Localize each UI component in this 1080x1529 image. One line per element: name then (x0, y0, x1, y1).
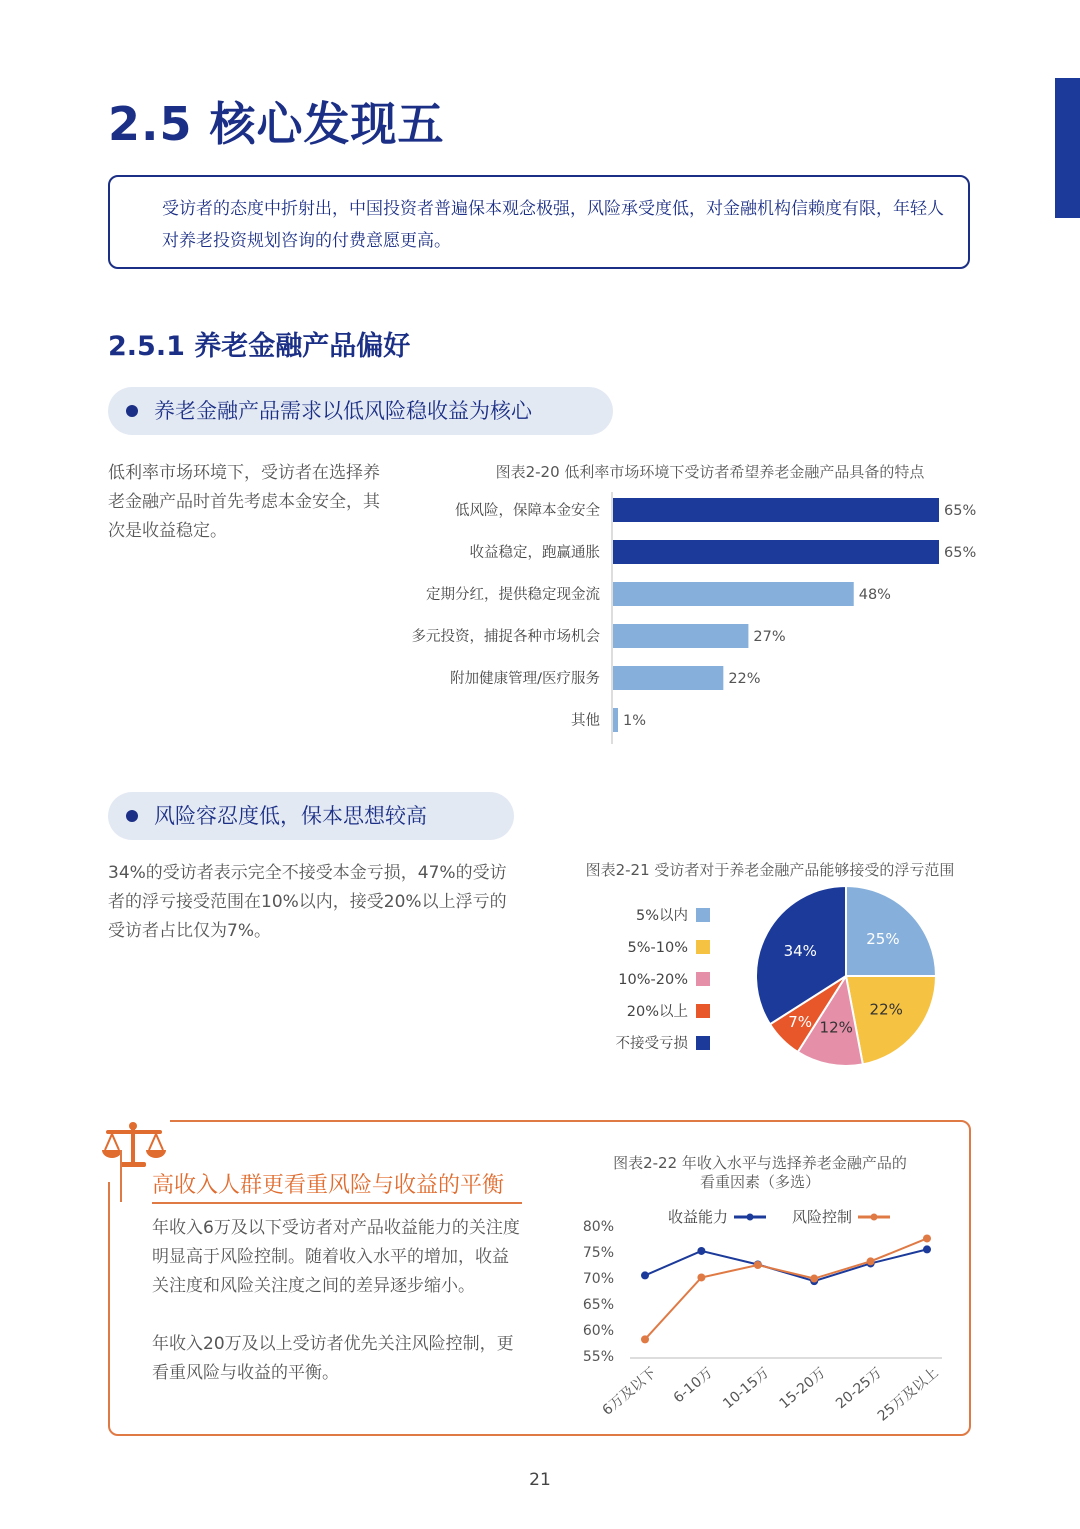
bar-category-label: 定期分红，提供稳定现金流 (426, 587, 600, 603)
y-tick-label: 70% (582, 1271, 614, 1287)
scales-icon (100, 1118, 170, 1174)
y-tick-label: 65% (582, 1297, 614, 1313)
pie-legend-label: 5%以内 (635, 908, 688, 924)
line-point (641, 1271, 649, 1279)
line-point (867, 1257, 875, 1265)
block2-heading-pill (108, 792, 514, 840)
chart3-title-line2: 看重因素（多选） (699, 1173, 820, 1191)
line-point (697, 1247, 705, 1255)
block3-text1: 年收入6万及以下受访者对产品收益能力的关注度明显高于风险控制。随着收入水平的增加，收益关注度和风险关注度之间的差异逐步缩小。 (152, 1218, 520, 1296)
pie-legend-label: 10%-20% (618, 972, 688, 988)
bar (613, 708, 618, 732)
line-legend-label: 收益能力 (668, 1208, 729, 1226)
chart2-pie-chart (590, 880, 960, 1080)
x-tick-label: 6万及以下 (599, 1364, 660, 1419)
line-legend-marker (747, 1214, 754, 1221)
bar (613, 498, 939, 522)
y-tick-label: 75% (582, 1245, 614, 1261)
bar (613, 582, 854, 606)
y-tick-label: 60% (582, 1323, 614, 1339)
bar (613, 666, 723, 690)
block1-heading: 养老金融产品需求以低风险稳收益为核心 (154, 399, 532, 423)
line-point (923, 1234, 931, 1242)
pie-legend-swatch (696, 940, 710, 954)
pie-legend-label: 不接受亏损 (615, 1036, 688, 1052)
bullet-dot-icon (126, 810, 138, 822)
bar-value-label: 48% (858, 587, 891, 603)
line-series (645, 1249, 927, 1281)
block1-heading-pill (108, 387, 613, 435)
page-number: 21 (529, 1470, 551, 1490)
summary-text: 受访者的态度中折射出，中国投资者普遍保本观念极强，风险承受度低，对金融机构信赖度有限，年轻人对养老投资规划咨询的付费意愿更高。 (162, 199, 944, 251)
pie-slice-label: 25% (866, 930, 900, 949)
heading-underline (152, 1202, 522, 1204)
subsection-title: 2.5.1 养老金融产品偏好 (108, 331, 411, 362)
x-tick-label: 20-25万 (832, 1364, 886, 1413)
line-point (697, 1273, 705, 1281)
bar-value-label: 22% (728, 671, 761, 687)
x-tick-label: 25万及以上 (874, 1364, 942, 1425)
line-point (923, 1245, 931, 1253)
x-tick-label: 10-15万 (720, 1364, 773, 1413)
chart1-title: 图表2-20 低利率市场环境下受访者希望养老金融产品具备的特点 (495, 463, 925, 481)
line-point (810, 1275, 818, 1283)
bar (613, 540, 939, 564)
bullet-dot-icon (126, 405, 138, 417)
line-point (641, 1335, 649, 1343)
bar-category-label: 收益稳定，跑赢通胀 (469, 545, 600, 561)
chart1-bar-chart (390, 488, 1000, 744)
pie-slice-label: 7% (788, 1012, 813, 1031)
pie-legend-label: 20%以上 (626, 1004, 688, 1020)
block2-heading: 风险容忍度低，保本思想较高 (154, 804, 427, 828)
bar-value-label: 65% (944, 503, 977, 519)
bar-value-label: 65% (944, 545, 977, 561)
pie-legend-swatch (696, 908, 710, 922)
line-point (754, 1261, 762, 1269)
chart3-line-chart (560, 1200, 960, 1430)
bar-category-label: 附加健康管理/医疗服务 (450, 671, 600, 687)
line-legend-marker (871, 1214, 878, 1221)
section-title: 2.5 核心发现五 (108, 97, 445, 151)
chart2-title: 图表2-21 受访者对于养老金融产品能够接受的浮亏范围 (585, 861, 955, 879)
block3-text2: 年收入20万及以上受访者优先关注风险控制，更看重风险与收益的平衡。 (152, 1334, 514, 1383)
bar (613, 624, 748, 648)
heading-accent-line (120, 1150, 122, 1202)
bar-category-label: 低风险，保障本金安全 (455, 503, 600, 519)
y-tick-label: 55% (582, 1349, 614, 1365)
pie-slice-label: 22% (869, 1000, 903, 1019)
pie-legend-swatch (696, 972, 710, 986)
line-series (645, 1238, 927, 1339)
chart3-title-line1: 图表2-22 年收入水平与选择养老金融产品的 (613, 1154, 907, 1172)
bar-value-label: 1% (623, 713, 647, 729)
bar-category-label: 多元投资，捕捉各种市场机会 (411, 629, 600, 645)
x-tick-label: 6-10万 (670, 1364, 716, 1407)
x-tick-label: 15-20万 (776, 1364, 829, 1413)
pie-slice-label: 12% (819, 1018, 853, 1037)
pie-legend-swatch (696, 1036, 710, 1050)
pie-slice-label: 34% (783, 941, 817, 960)
section-side-tab (1055, 78, 1080, 218)
bar-category-label: 其他 (571, 713, 600, 729)
block3-heading: 高收入人群更看重风险与收益的平衡 (152, 1173, 505, 1198)
y-tick-label: 80% (582, 1219, 614, 1235)
pie-legend-swatch (696, 1004, 710, 1018)
pie-legend-label: 5%-10% (627, 940, 688, 956)
block2-text: 34%的受访者表示完全不接受本金亏损，47%的受访者的浮亏接受范围在10%以内，接受20%以上浮亏的受访者占比仅为7%。 (108, 863, 507, 941)
line-legend-label: 风险控制 (792, 1208, 853, 1226)
block1-text: 低利率市场环境下，受访者在选择养老金融产品时首先考虑本金安全，其次是收益稳定。 (108, 463, 380, 541)
bar-value-label: 27% (753, 629, 786, 645)
summary-box (108, 175, 970, 269)
